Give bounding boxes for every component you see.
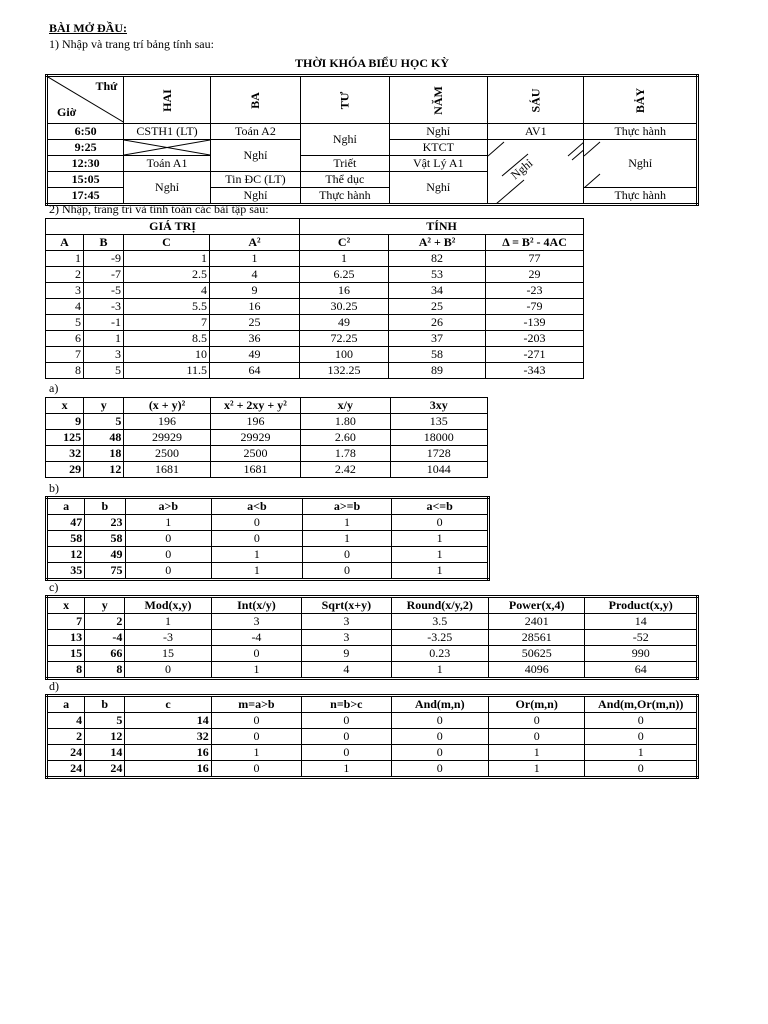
table-b xyxy=(45,496,490,581)
table-cell: 0 xyxy=(125,662,211,679)
diagonal-lines xyxy=(488,140,584,205)
table-cell: 24 xyxy=(47,761,85,778)
table-cell: 16 xyxy=(125,761,211,778)
table-cell: -4 xyxy=(211,630,301,646)
column-header: m=a>b xyxy=(211,696,301,713)
class-cell: Triết xyxy=(301,156,389,172)
table-cell: 47 xyxy=(47,515,85,531)
day-header-sau: SÁU xyxy=(488,76,584,124)
table-cell: 6.25 xyxy=(300,267,389,283)
table-cell: 50625 xyxy=(488,646,584,662)
table-cell: 4 xyxy=(302,662,391,679)
table-cell: 15 xyxy=(47,646,85,662)
table-cell: 37 xyxy=(389,331,486,347)
table-cell: 125 xyxy=(46,430,84,446)
table-cell: 1.80 xyxy=(301,414,390,430)
table-cell: 16 xyxy=(125,745,211,761)
table-c xyxy=(45,595,699,680)
page-heading: BÀI MỞ ĐẦU: xyxy=(49,21,127,35)
day-header-bay: BẢY xyxy=(584,76,698,124)
section-a-label: a) xyxy=(49,381,59,395)
table-cell: 8.5 xyxy=(124,331,210,347)
table-cell: 1 xyxy=(392,531,489,547)
table-cell: 12 xyxy=(47,547,85,563)
class-cell: Thực hành xyxy=(584,188,698,205)
class-cell: Nghỉ xyxy=(301,124,389,156)
column-header: A² xyxy=(210,235,300,251)
table-row xyxy=(47,662,698,679)
table-cell: 196 xyxy=(124,414,210,430)
table-cell: 36 xyxy=(210,331,300,347)
table-cell: 0 xyxy=(391,761,488,778)
table-row xyxy=(47,563,489,580)
table-cell: 1 xyxy=(488,761,584,778)
table-cell: 0 xyxy=(212,531,303,547)
table-row xyxy=(47,761,698,778)
crossed-empty-cell xyxy=(124,140,210,156)
table-row xyxy=(46,462,488,478)
table-row xyxy=(46,430,488,446)
table-cell: 0 xyxy=(125,531,212,547)
table-cell: 72.25 xyxy=(300,331,389,347)
table-cell: 32 xyxy=(46,446,84,462)
column-header: x² + 2xy + y² xyxy=(210,398,300,414)
table-cell: 1 xyxy=(302,531,392,547)
table-cell: 132.25 xyxy=(300,363,389,379)
column-header: Int(x/y) xyxy=(211,597,301,614)
column-header: C xyxy=(124,235,210,251)
table-cell: 0 xyxy=(488,713,584,729)
column-header: x/y xyxy=(301,398,390,414)
column-header: (x + y)² xyxy=(124,398,210,414)
table-cell: 29 xyxy=(486,267,584,283)
table-cell: 5 xyxy=(84,414,124,430)
column-header: And(m,n) xyxy=(391,696,488,713)
table-row xyxy=(46,414,488,430)
table-cell: 18000 xyxy=(390,430,487,446)
class-cell: Nghỉ xyxy=(584,140,698,188)
table-row xyxy=(46,363,584,379)
table-cell: 1 xyxy=(585,745,698,761)
class-cell: Nghỉ xyxy=(124,172,210,205)
column-header: Or(m,n) xyxy=(488,696,584,713)
table-cell: 1 xyxy=(212,547,303,563)
table-cell: 8 xyxy=(47,662,85,679)
column-header: Sqrt(x+y) xyxy=(302,597,391,614)
table-cell: 4 xyxy=(47,713,85,729)
day-header-ba: BA xyxy=(210,76,300,124)
table-cell: 5 xyxy=(46,315,84,331)
table-cell: 3.5 xyxy=(391,614,488,630)
calc-table xyxy=(45,218,584,379)
table-cell: 1728 xyxy=(390,446,487,462)
table-cell: 3 xyxy=(84,347,124,363)
table-cell: 1 xyxy=(300,251,389,267)
day-header-tu: TƯ xyxy=(301,76,389,124)
table-cell: 1681 xyxy=(124,462,210,478)
table-cell: 12 xyxy=(84,462,124,478)
table-cell: 0 xyxy=(585,761,698,778)
table-cell: 0 xyxy=(125,547,212,563)
table-cell: 1 xyxy=(210,251,300,267)
table-cell: 0 xyxy=(585,729,698,745)
off-label-rotated: Nghỉ xyxy=(507,156,536,183)
table-cell: -23 xyxy=(486,283,584,299)
table-row xyxy=(47,614,698,630)
table-cell: 89 xyxy=(389,363,486,379)
table-cell: 0 xyxy=(302,729,391,745)
table-cell: 49 xyxy=(85,547,125,563)
table-cell: 2 xyxy=(47,729,85,745)
table-cell: -4 xyxy=(85,630,125,646)
table-cell: 58 xyxy=(389,347,486,363)
table-cell: 16 xyxy=(300,283,389,299)
table-cell: 0 xyxy=(391,729,488,745)
table-cell: 990 xyxy=(585,646,698,662)
column-header: C² xyxy=(300,235,389,251)
table-cell: 0 xyxy=(211,761,301,778)
task-1-label: 1) Nhập và trang trí bảng tính sau: xyxy=(49,37,214,51)
table-row xyxy=(47,745,698,761)
table-cell: 9 xyxy=(210,283,300,299)
table-cell: 0 xyxy=(302,745,391,761)
table-cell: 1 xyxy=(46,251,84,267)
table-cell: 0 xyxy=(391,713,488,729)
table-cell: 5 xyxy=(84,363,124,379)
table-cell: 1 xyxy=(212,563,303,580)
time-cell: 6:50 xyxy=(47,124,124,140)
table-row xyxy=(46,315,584,331)
table-cell: -79 xyxy=(486,299,584,315)
table-cell: 66 xyxy=(85,646,125,662)
column-header: Round(x/y,2) xyxy=(391,597,488,614)
table-cell: 2 xyxy=(46,267,84,283)
table-cell: 3 xyxy=(302,614,391,630)
timetable xyxy=(45,74,699,206)
table-cell: 1 xyxy=(211,662,301,679)
column-header: Product(x,y) xyxy=(585,597,698,614)
column-header: a xyxy=(47,696,85,713)
table-cell: 14 xyxy=(125,713,211,729)
table-row xyxy=(46,331,584,347)
table-row xyxy=(46,267,584,283)
table-cell: 1 xyxy=(211,745,301,761)
table-cell: 75 xyxy=(85,563,125,580)
table-cell: -139 xyxy=(486,315,584,331)
table-row xyxy=(46,283,584,299)
table-cell: 48 xyxy=(84,430,124,446)
column-header: a>b xyxy=(125,498,212,515)
table-cell: 29929 xyxy=(210,430,300,446)
table-cell: 0 xyxy=(212,515,303,531)
table-cell: 100 xyxy=(300,347,389,363)
table-cell: 9 xyxy=(46,414,84,430)
table-row xyxy=(46,347,584,363)
table-cell: 0 xyxy=(211,729,301,745)
table-cell: 0 xyxy=(302,563,392,580)
table-cell: 1 xyxy=(84,331,124,347)
table-cell: 30.25 xyxy=(300,299,389,315)
column-header: b xyxy=(85,498,125,515)
timetable-title: THỜI KHÓA BIỂU HỌC KỲ xyxy=(294,56,450,70)
class-cell: KTCT xyxy=(389,140,487,156)
class-cell: Toán A2 xyxy=(210,124,300,140)
class-cell: Thể dục xyxy=(301,172,389,188)
table-cell: 5.5 xyxy=(124,299,210,315)
table-cell: 1 xyxy=(392,547,489,563)
table-cell: 49 xyxy=(210,347,300,363)
time-cell: 15:05 xyxy=(47,172,124,188)
table-cell: 32 xyxy=(125,729,211,745)
table-cell: 13 xyxy=(47,630,85,646)
table-cell: 1044 xyxy=(390,462,487,478)
table-cell: 1 xyxy=(125,614,211,630)
table-cell: 64 xyxy=(585,662,698,679)
table-cell: 3 xyxy=(211,614,301,630)
table-cell: 1 xyxy=(125,515,212,531)
column-header: y xyxy=(84,398,124,414)
table-row xyxy=(46,251,584,267)
column-header: Mod(x,y) xyxy=(125,597,211,614)
table-cell: 10 xyxy=(124,347,210,363)
table-row xyxy=(47,515,489,531)
time-cell: 12:30 xyxy=(47,156,124,172)
table-cell: -52 xyxy=(585,630,698,646)
table-cell: 29929 xyxy=(124,430,210,446)
table-cell: 14 xyxy=(585,614,698,630)
class-cell: CSTH1 (LT) xyxy=(124,124,210,140)
table-cell: 26 xyxy=(389,315,486,331)
table-cell: -271 xyxy=(486,347,584,363)
table-cell: 1 xyxy=(302,761,391,778)
column-header: Δ = B² - 4AC xyxy=(486,235,584,251)
timetable-corner xyxy=(47,76,124,124)
table-cell: 18 xyxy=(84,446,124,462)
table-cell: 16 xyxy=(210,299,300,315)
corner-time-label: Giờ xyxy=(57,105,77,119)
table-cell: 0.23 xyxy=(391,646,488,662)
table-cell: 0 xyxy=(211,646,301,662)
table-cell: 24 xyxy=(47,745,85,761)
class-cell: AV1 xyxy=(488,124,584,140)
table-cell: 25 xyxy=(389,299,486,315)
table-cell: 0 xyxy=(302,547,392,563)
table-cell: 1 xyxy=(392,563,489,580)
class-cell: Nghỉ xyxy=(210,188,300,205)
table-cell: 2401 xyxy=(488,614,584,630)
table-cell: 2500 xyxy=(124,446,210,462)
table-d xyxy=(45,694,699,779)
column-header: n=b>c xyxy=(302,696,391,713)
section-c-label: c) xyxy=(49,580,59,594)
table-cell: 0 xyxy=(125,563,212,580)
column-header: x xyxy=(47,597,85,614)
table-row xyxy=(47,646,698,662)
table-cell: 6 xyxy=(46,331,84,347)
section-d-label: d) xyxy=(49,679,59,693)
table-cell: -203 xyxy=(486,331,584,347)
table-cell: 82 xyxy=(389,251,486,267)
class-cell: Nghỉ xyxy=(210,140,300,172)
cross-mark xyxy=(124,140,210,155)
group-header-values: GIÁ TRỊ xyxy=(46,219,300,235)
table-cell: 29 xyxy=(46,462,84,478)
table-cell: 0 xyxy=(391,745,488,761)
table-row xyxy=(46,446,488,462)
column-header: A² + B² xyxy=(389,235,486,251)
table-cell: 12 xyxy=(85,729,125,745)
table-cell: -7 xyxy=(84,267,124,283)
table-cell: 2.5 xyxy=(124,267,210,283)
table-cell: 1.78 xyxy=(301,446,390,462)
table-cell: 11.5 xyxy=(124,363,210,379)
table-cell: 4096 xyxy=(488,662,584,679)
table-cell: 25 xyxy=(210,315,300,331)
time-cell: 17:45 xyxy=(47,188,124,205)
class-cell: Nghỉ xyxy=(389,172,487,205)
table-cell: 2 xyxy=(85,614,125,630)
table-cell: 28561 xyxy=(488,630,584,646)
column-header: a xyxy=(47,498,85,515)
table-row xyxy=(47,630,698,646)
table-cell: 9 xyxy=(302,646,391,662)
column-header: And(m,Or(m,n)) xyxy=(585,696,698,713)
column-header: x xyxy=(46,398,84,414)
table-row xyxy=(46,299,584,315)
table-cell: 7 xyxy=(47,614,85,630)
table-cell: -3 xyxy=(84,299,124,315)
table-cell: 2500 xyxy=(210,446,300,462)
time-cell: 9:25 xyxy=(47,140,124,156)
table-cell: 23 xyxy=(85,515,125,531)
class-cell: Nghỉ xyxy=(389,124,487,140)
class-cell: Thực hành xyxy=(584,124,698,140)
table-row xyxy=(47,547,489,563)
table-cell: 77 xyxy=(486,251,584,267)
class-cell: Thực hành xyxy=(301,188,389,205)
table-cell: 0 xyxy=(302,713,391,729)
table-cell: 0 xyxy=(392,515,489,531)
table-cell: 4 xyxy=(210,267,300,283)
column-header: A xyxy=(46,235,84,251)
table-cell: 7 xyxy=(124,315,210,331)
table-cell: 0 xyxy=(585,713,698,729)
column-header: b xyxy=(85,696,125,713)
table-cell: 1 xyxy=(124,251,210,267)
table-cell: 8 xyxy=(85,662,125,679)
table-cell: 24 xyxy=(85,761,125,778)
table-cell: 1 xyxy=(302,515,392,531)
table-cell: 196 xyxy=(210,414,300,430)
day-header-nam: NĂM xyxy=(389,76,487,124)
table-cell: 0 xyxy=(488,729,584,745)
table-cell: 1 xyxy=(488,745,584,761)
table-cell: 135 xyxy=(390,414,487,430)
table-cell: -3.25 xyxy=(391,630,488,646)
table-cell: 15 xyxy=(125,646,211,662)
merged-off-cell xyxy=(488,140,584,205)
table-cell: 5 xyxy=(85,713,125,729)
column-header: 3xy xyxy=(390,398,487,414)
table-cell: 58 xyxy=(85,531,125,547)
table-cell: 7 xyxy=(46,347,84,363)
table-cell: 35 xyxy=(47,563,85,580)
table-row xyxy=(47,531,489,547)
column-header: a<=b xyxy=(392,498,489,515)
table-cell: 58 xyxy=(47,531,85,547)
column-header: a<b xyxy=(212,498,303,515)
table-cell: 49 xyxy=(300,315,389,331)
table-cell: 14 xyxy=(85,745,125,761)
column-header: c xyxy=(125,696,211,713)
column-header: a>=b xyxy=(302,498,392,515)
table-row xyxy=(47,713,698,729)
class-cell: Toán A1 xyxy=(124,156,210,172)
table-cell: -1 xyxy=(84,315,124,331)
table-cell: 4 xyxy=(124,283,210,299)
table-cell: 4 xyxy=(46,299,84,315)
group-header-compute: TÍNH xyxy=(300,219,584,235)
table-cell: -3 xyxy=(125,630,211,646)
table-cell: 8 xyxy=(46,363,84,379)
table-cell: 3 xyxy=(46,283,84,299)
column-header: B xyxy=(84,235,124,251)
table-cell: -343 xyxy=(486,363,584,379)
table-cell: -5 xyxy=(84,283,124,299)
table-cell: 64 xyxy=(210,363,300,379)
day-header-hai: HAI xyxy=(124,76,210,124)
table-cell: 3 xyxy=(302,630,391,646)
column-header: Power(x,4) xyxy=(488,597,584,614)
section-b-label: b) xyxy=(49,481,59,495)
class-cell: Tin ĐC (LT) xyxy=(210,172,300,188)
table-cell: 0 xyxy=(211,713,301,729)
table-row xyxy=(47,729,698,745)
task-2-label: 2) Nhập, trang trí và tính toán các bài tập sau: xyxy=(49,202,269,216)
table-cell: 1681 xyxy=(210,462,300,478)
table-cell: 1 xyxy=(391,662,488,679)
table-cell: 2.42 xyxy=(301,462,390,478)
corner-day-label: Thứ xyxy=(95,79,118,93)
table-cell: 34 xyxy=(389,283,486,299)
table-cell: 2.60 xyxy=(301,430,390,446)
class-cell: Vật Lý A1 xyxy=(389,156,487,172)
table-a xyxy=(45,397,488,478)
table-cell: -9 xyxy=(84,251,124,267)
column-header: y xyxy=(85,597,125,614)
table-cell: 53 xyxy=(389,267,486,283)
